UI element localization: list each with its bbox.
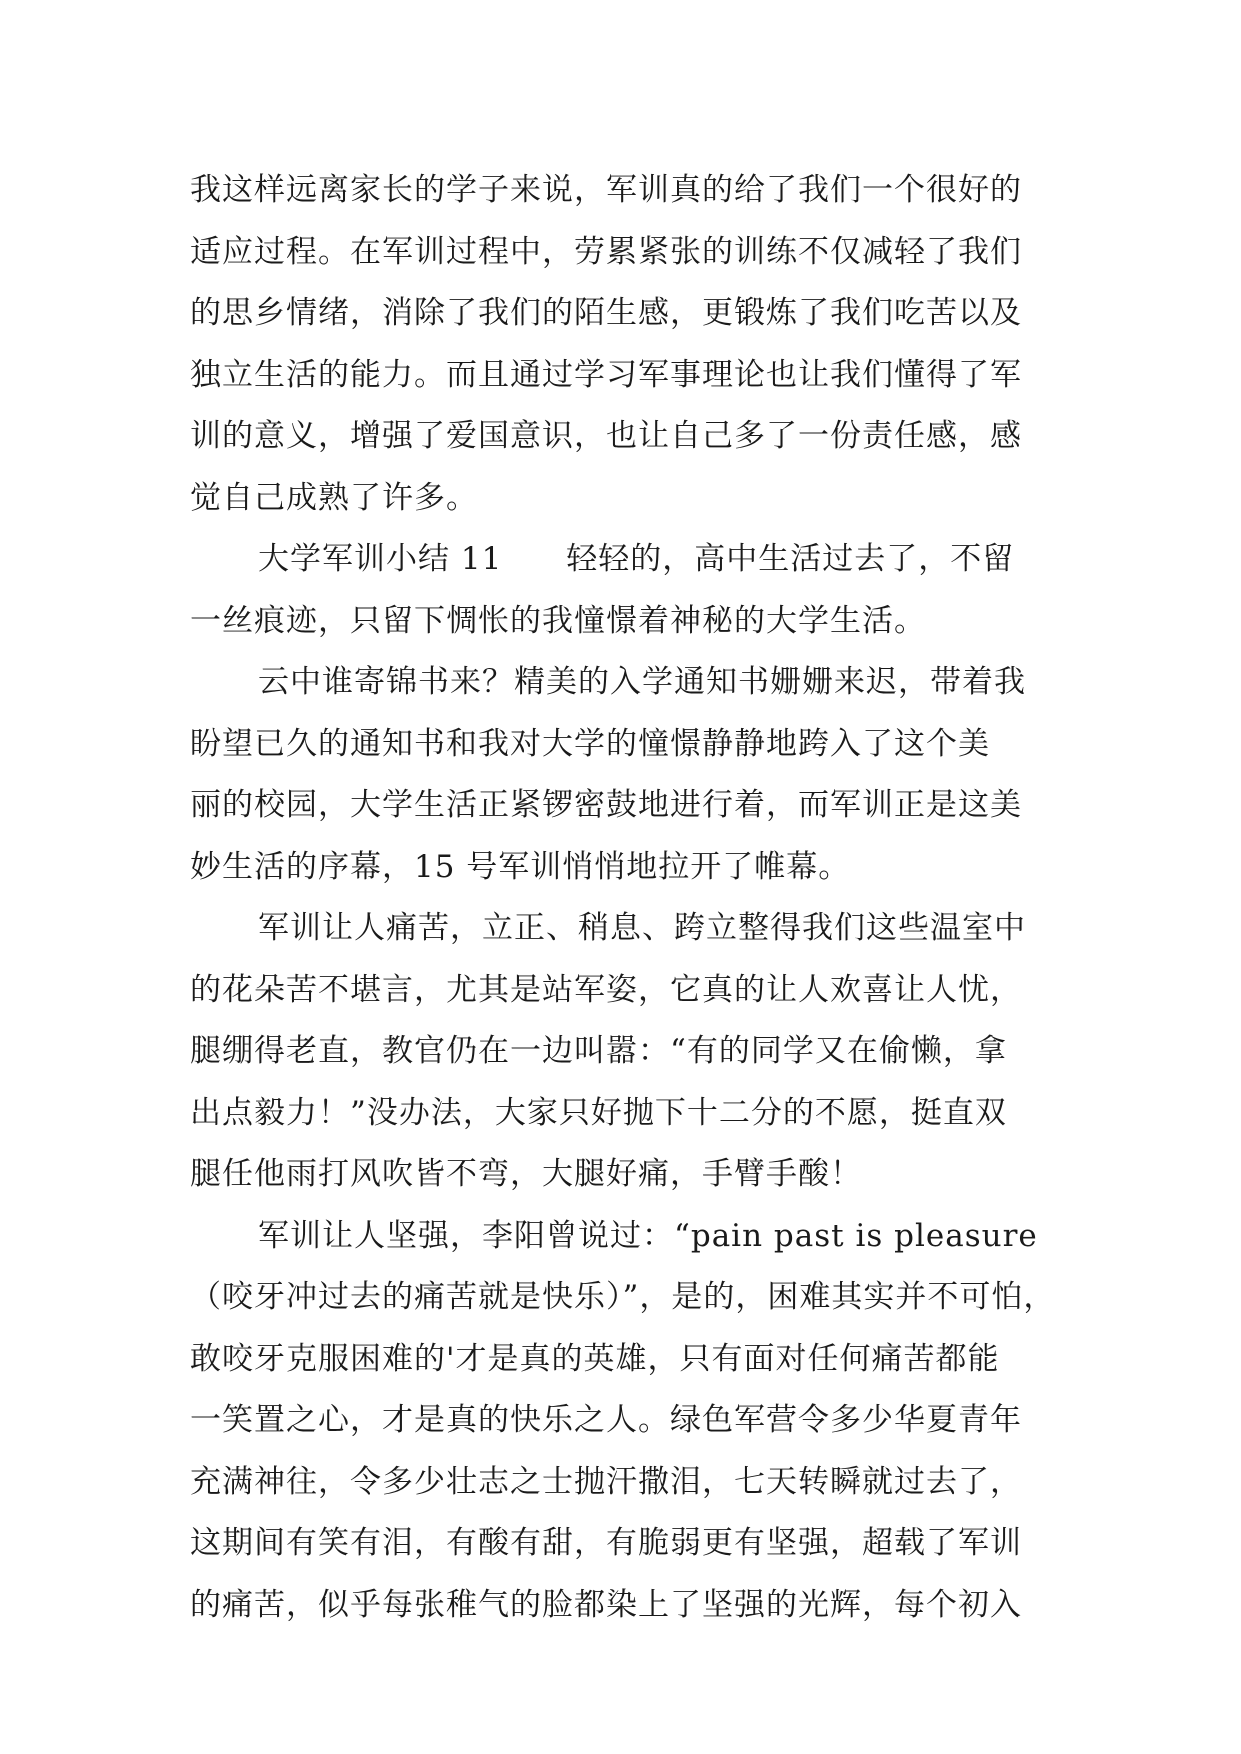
text-line: 的痛苦，似乎每张稚气的脸都染上了坚强的光辉，每个初入: [190, 1586, 1022, 1623]
text-line: （咬牙冲过去的痛苦就是快乐）”，是的，困难其实并不可怕，: [190, 1279, 1056, 1315]
text-line: 盼望已久的通知书和我对大学的憧憬静静地跨入了这个美: [190, 725, 990, 762]
text-line: 充满神往，令多少壮志之士抛汗撒泪，七天转瞬就过去了，: [190, 1463, 1022, 1500]
body-text: [190, 160, 1060, 1636]
paragraph-start-line: 军训让人坚强，李阳曾说过：“pain past is pleasure: [258, 1217, 1038, 1254]
text-line: 一笑置之心，才是真的快乐之人。绿色军营令多少华夏青年: [190, 1402, 1022, 1438]
text-line: 腿绷得老直，教官仍在一边叫嚣：“有的同学又在偷懒，拿: [190, 1033, 1007, 1069]
text-line: 腿任他雨打风吹皆不弯，大腿好痛，手臂手酸！: [190, 1156, 862, 1192]
text-line: 敢咬牙克服困难的'才是真的英雄，只有面对任何痛苦都能: [190, 1340, 1000, 1377]
text-line: 训的意义，增强了爱国意识，也让自己多了一份责任感，感: [190, 418, 1022, 454]
text-line: 适应过程。在军训过程中，劳累紧张的训练不仅减轻了我们: [190, 233, 1022, 270]
section-heading-line: 大学军训小结 11 轻轻的，高中生活过去了，不留: [258, 541, 1015, 577]
paragraph-start-line: 云中谁寄锦书来？精美的入学通知书姗姗来迟，带着我: [258, 664, 1026, 700]
text-line: 的花朵苦不堪言，尤其是站军姿，它真的让人欢喜让人忧，: [190, 971, 1022, 1008]
text-line: 出点毅力！”没办法，大家只好抛下十二分的不愿，挺直双: [190, 1094, 1007, 1131]
text-line: 一丝痕迹，只留下惆怅的我憧憬着神秘的大学生活。: [190, 602, 926, 639]
text-line: 我这样远离家长的学子来说，军训真的给了我们一个很好的: [190, 172, 1022, 208]
paragraph-start-line: 军训让人痛苦，立正、稍息、跨立整得我们这些温室中: [258, 910, 1026, 946]
text-line: 的思乡情绪，消除了我们的陌生感，更锻炼了我们吃苦以及: [190, 295, 1022, 331]
text-line: 丽的校园，大学生活正紧锣密鼓地进行着，而军训正是这美: [190, 787, 1022, 823]
text-line: 妙生活的序幕，15 号军训悄悄地拉开了帷幕。: [190, 848, 851, 885]
text-line: 独立生活的能力。而且通过学习军事理论也让我们懂得了军: [190, 356, 1022, 393]
text-line: 觉自己成熟了许多。: [190, 479, 478, 516]
text-line: 这期间有笑有泪，有酸有甜，有脆弱更有坚强，超载了军训: [190, 1525, 1022, 1561]
